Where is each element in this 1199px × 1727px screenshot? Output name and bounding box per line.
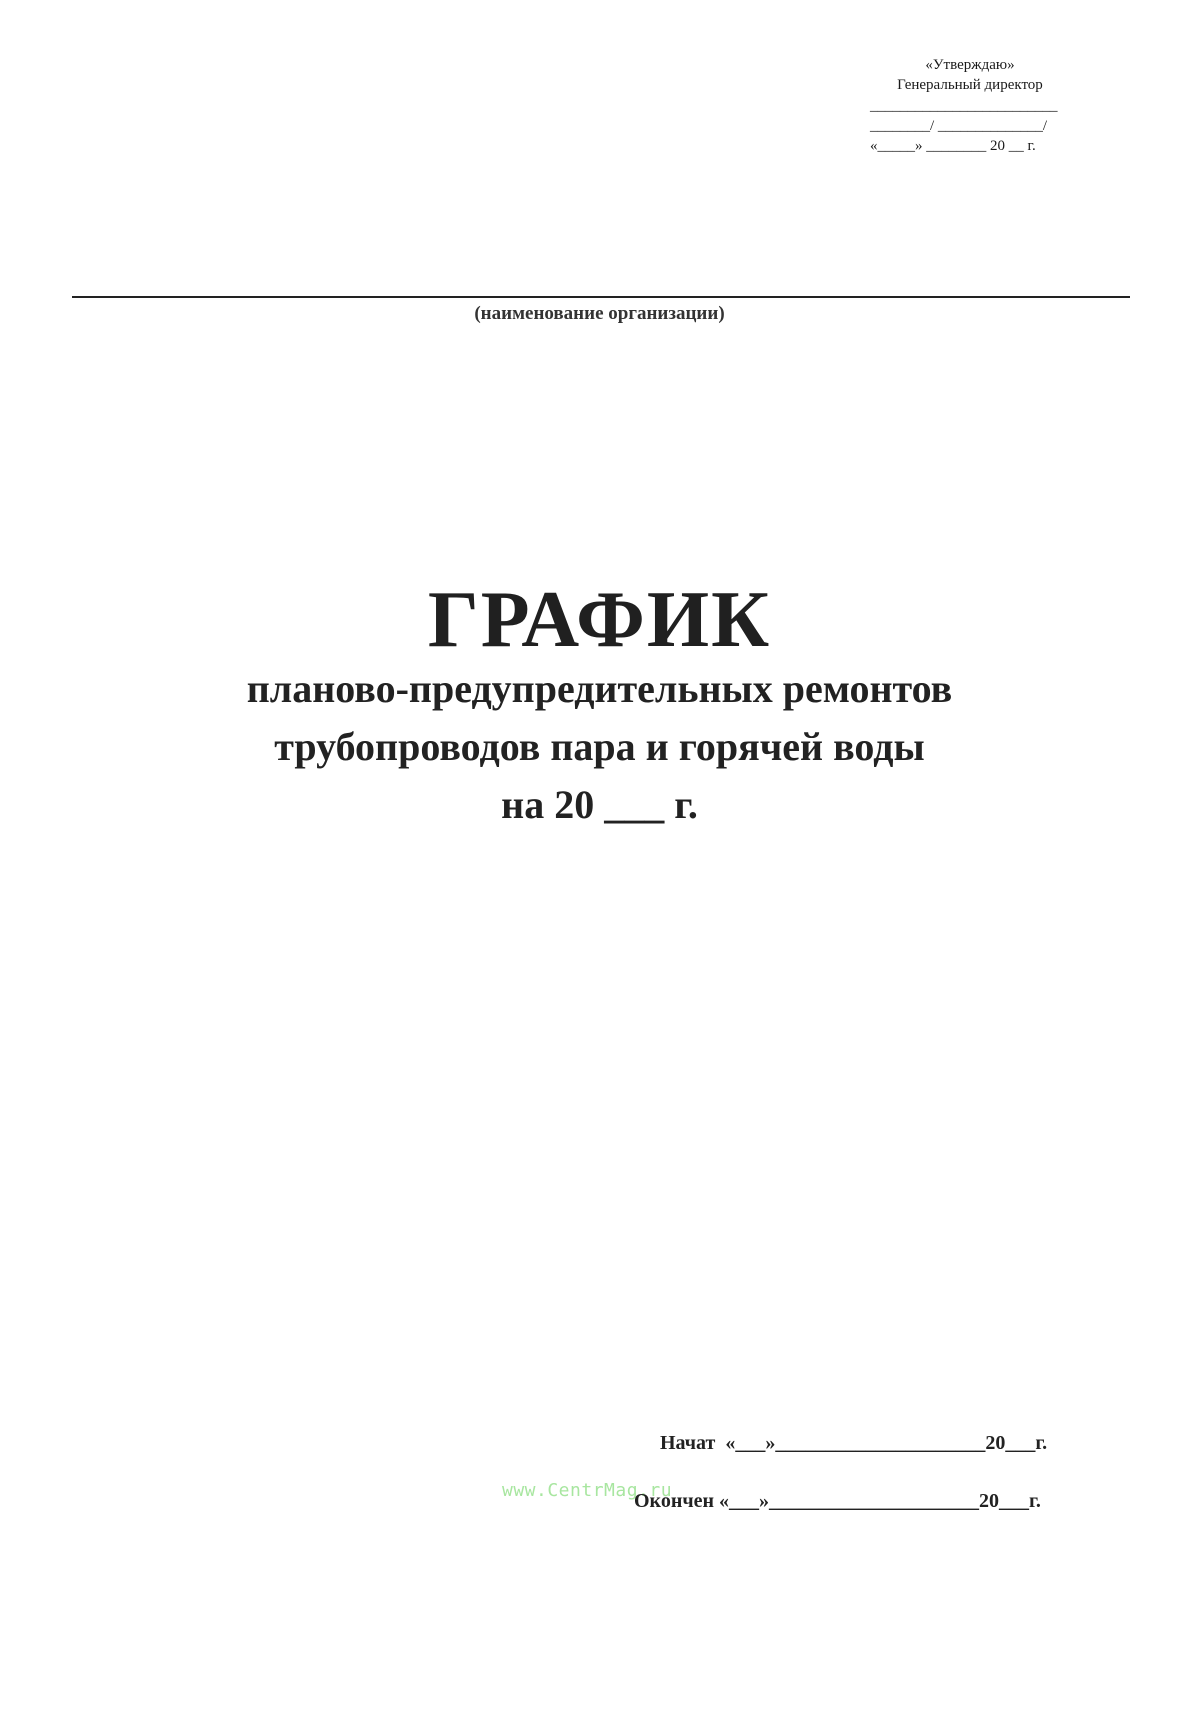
document-title: ГРАФИК xyxy=(427,576,772,664)
watermark-text: www.CentrMag.ru xyxy=(502,1480,673,1501)
approval-date-line: «_____» ________ 20 __ г. xyxy=(870,138,1036,154)
document-year-line: на 20 ___ г. xyxy=(501,782,698,827)
started-date-line: Начат «___»_____________________20___г. xyxy=(660,1432,1048,1454)
document-title-block xyxy=(0,576,1199,834)
approval-signature-blank: _________________________ xyxy=(870,97,1058,114)
approval-label: «Утверждаю» xyxy=(925,57,1015,73)
approval-position: Генеральный директор xyxy=(897,77,1043,94)
document-subtitle-line-1: планово-предупредительных ремонтов xyxy=(246,666,953,711)
finished-date-line: Окончен «___»_____________________20___г. xyxy=(634,1490,1041,1512)
approval-block xyxy=(870,55,1100,156)
document-subtitle-line-2: трубопроводов пара и горячей воды xyxy=(274,724,925,769)
organization-caption: (наименование организации) xyxy=(474,303,725,324)
approval-signature-line: ________/ ______________/ xyxy=(870,117,1048,134)
organization-name-line xyxy=(72,296,1130,298)
